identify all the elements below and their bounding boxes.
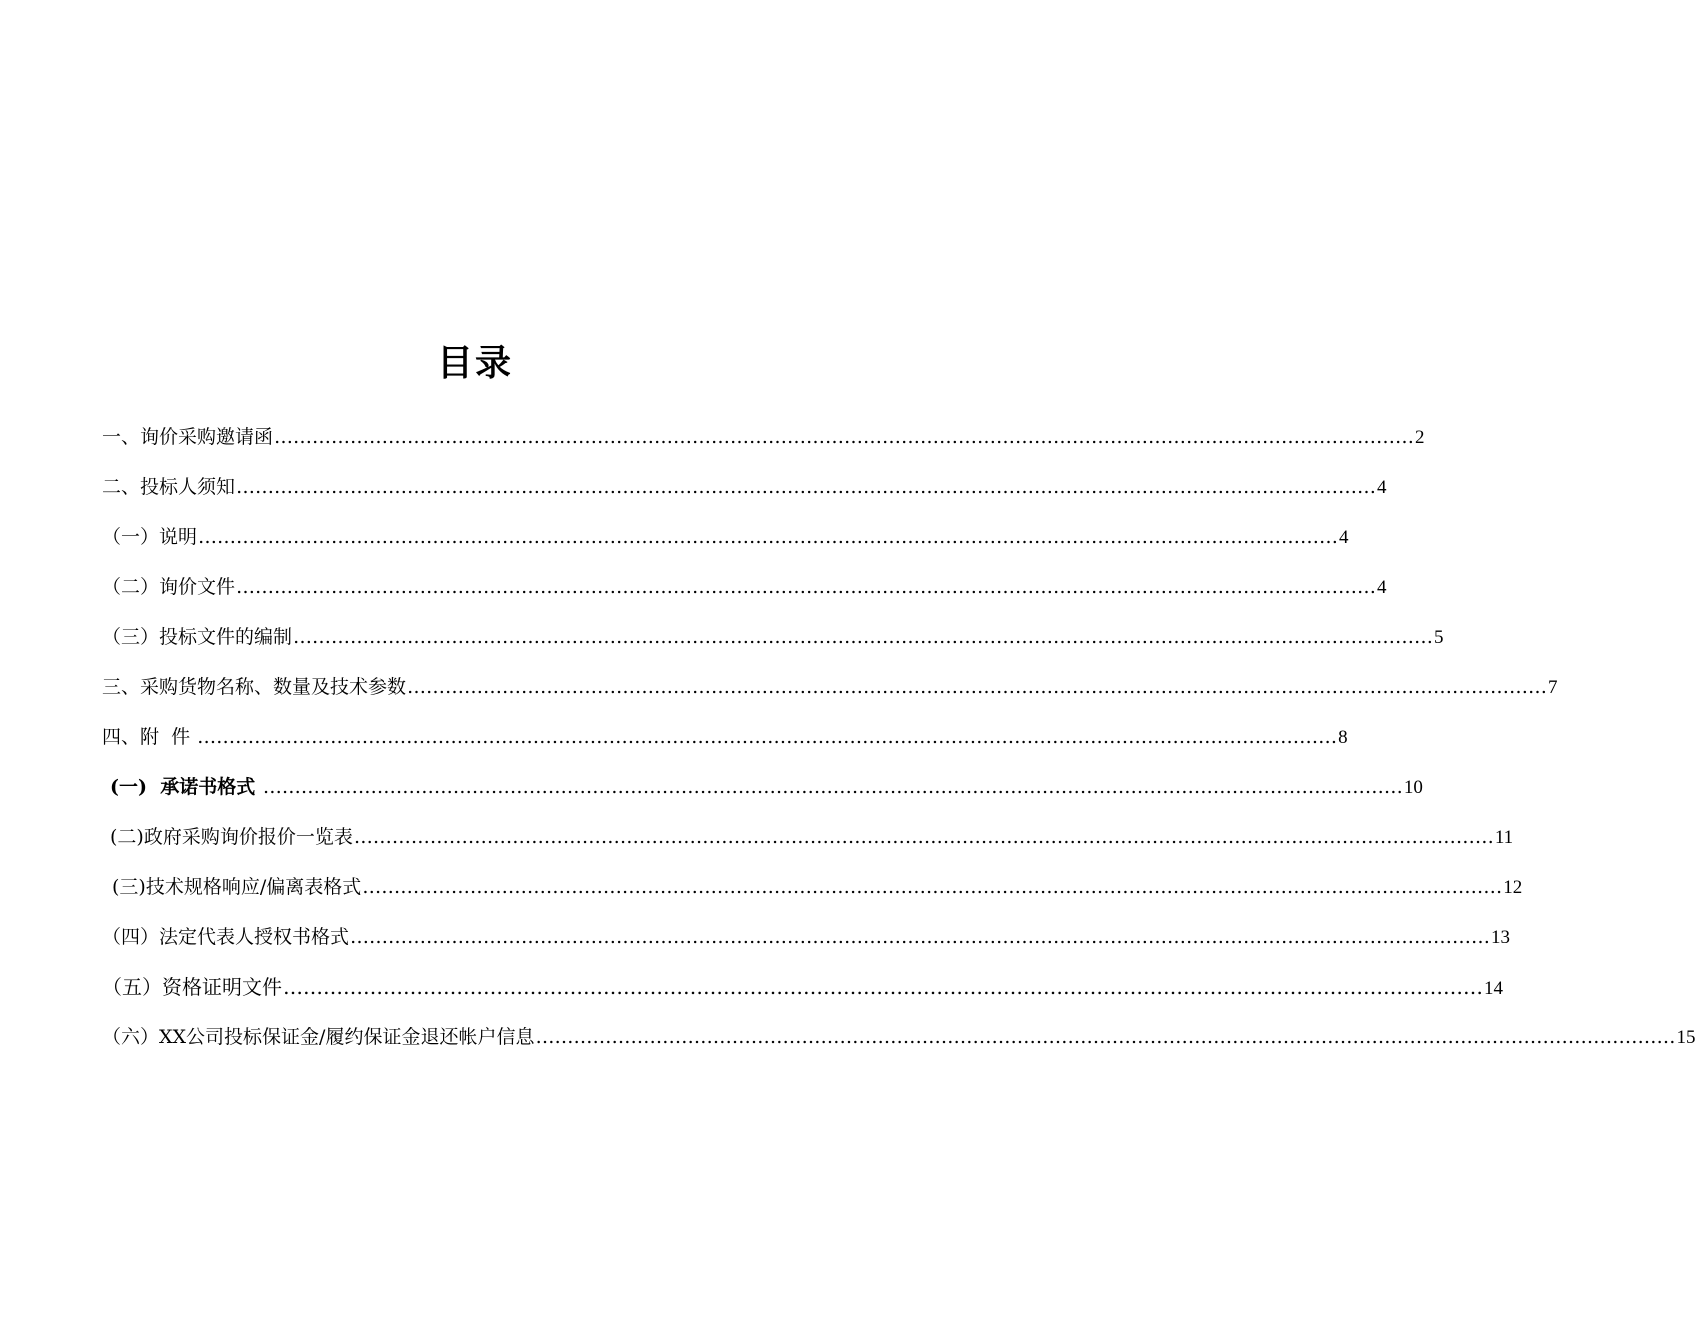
toc-entry-page: 5 bbox=[1434, 627, 1444, 648]
toc-entry-label: 一、询价采购邀请函 bbox=[102, 426, 274, 448]
toc-entry-label: 四、附 件 bbox=[102, 726, 197, 748]
toc-entry-page: 4 bbox=[1339, 527, 1349, 548]
page-title: 目录 bbox=[436, 343, 513, 385]
toc-entry-page: 13 bbox=[1491, 927, 1511, 948]
toc-entry[interactable] bbox=[102, 562, 1387, 612]
toc-entry-label: 三、采购货物名称、数量及技术参数 bbox=[102, 676, 407, 698]
toc-entry[interactable] bbox=[102, 912, 1511, 962]
toc-entry-label: （六）XX公司投标保证金/履约保证金退还帐户信息 bbox=[102, 1026, 535, 1048]
toc-leader-dots: ……………………………………………………………………………………………………………………………………………………………… bbox=[197, 726, 1338, 748]
toc-entry[interactable] bbox=[102, 712, 1348, 762]
toc-entry-page: 2 bbox=[1415, 427, 1425, 448]
toc-leader-dots: ……………………………………………………………………………………………………………………………………………………………… bbox=[293, 626, 1434, 648]
toc-entry-label: （三）投标文件的编制 bbox=[102, 626, 293, 648]
toc-entry-page: 4 bbox=[1377, 577, 1387, 598]
toc-leader-dots: ……………………………………………………………………………………………………………………………………………………………… bbox=[353, 826, 1494, 848]
toc-entry-page: 10 bbox=[1403, 777, 1423, 798]
toc-entry-label: (三)技术规格响应/偏离表格式 bbox=[112, 876, 362, 898]
toc-entry[interactable] bbox=[102, 962, 1503, 1012]
toc-leader-dots: ……………………………………………………………………………………………………………………………………………………………… bbox=[362, 876, 1503, 898]
toc-leader-dots: ……………………………………………………………………………………………………………………………………………………………… bbox=[274, 426, 1415, 448]
toc-leader-dots: ……………………………………………………………………………………………………………………………………………………………… bbox=[283, 975, 1483, 999]
toc-entry-label: （五）资格证明文件 bbox=[102, 975, 282, 999]
toc-entry[interactable] bbox=[102, 612, 1444, 662]
toc-leader-dots: ……………………………………………………………………………………………………………………………………………………………… bbox=[262, 776, 1403, 798]
toc-entry-label: （二）询价文件 bbox=[102, 576, 236, 598]
toc-entry-page: 4 bbox=[1377, 477, 1387, 498]
toc-entry-label: （四）法定代表人授权书格式 bbox=[102, 926, 350, 948]
toc-leader-dots: ……………………………………………………………………………………………………………………………………………………………… bbox=[236, 576, 1377, 598]
toc-entry[interactable] bbox=[102, 462, 1387, 512]
toc-leader-dots: ……………………………………………………………………………………………………………………………………………………………… bbox=[236, 476, 1377, 498]
toc-entry-label: (一) 承诺书格式 bbox=[110, 776, 262, 798]
toc-entry-label: (二)政府采购询价报价一览表 bbox=[110, 826, 353, 848]
toc-entry-label: 二、投标人须知 bbox=[102, 476, 236, 498]
toc-leader-dots: ……………………………………………………………………………………………………………………………………………………………… bbox=[350, 926, 1491, 948]
toc-entry[interactable] bbox=[110, 812, 1514, 862]
toc-entry[interactable] bbox=[110, 762, 1423, 812]
toc-entry[interactable] bbox=[112, 862, 1523, 912]
toc-entry[interactable] bbox=[102, 662, 1558, 712]
toc-entry[interactable] bbox=[102, 412, 1425, 462]
toc-entry-page: 15 bbox=[1676, 1027, 1695, 1048]
toc-entry-page: 8 bbox=[1338, 727, 1348, 748]
toc-entry[interactable] bbox=[102, 1012, 1695, 1062]
toc-entry[interactable] bbox=[102, 512, 1349, 562]
toc-entry-page: 14 bbox=[1484, 978, 1503, 999]
toc-leader-dots: ……………………………………………………………………………………………………………………………………………………………… bbox=[535, 1026, 1676, 1048]
toc-entry-label: （一）说明 bbox=[102, 526, 198, 548]
toc-entry-page: 11 bbox=[1494, 827, 1514, 848]
toc-entry-page: 7 bbox=[1548, 677, 1558, 698]
toc-entry-page: 12 bbox=[1503, 877, 1523, 898]
toc-leader-dots: ……………………………………………………………………………………………………………………………………………………………… bbox=[407, 676, 1548, 698]
toc-leader-dots: ……………………………………………………………………………………………………………………………………………………………… bbox=[198, 526, 1339, 548]
